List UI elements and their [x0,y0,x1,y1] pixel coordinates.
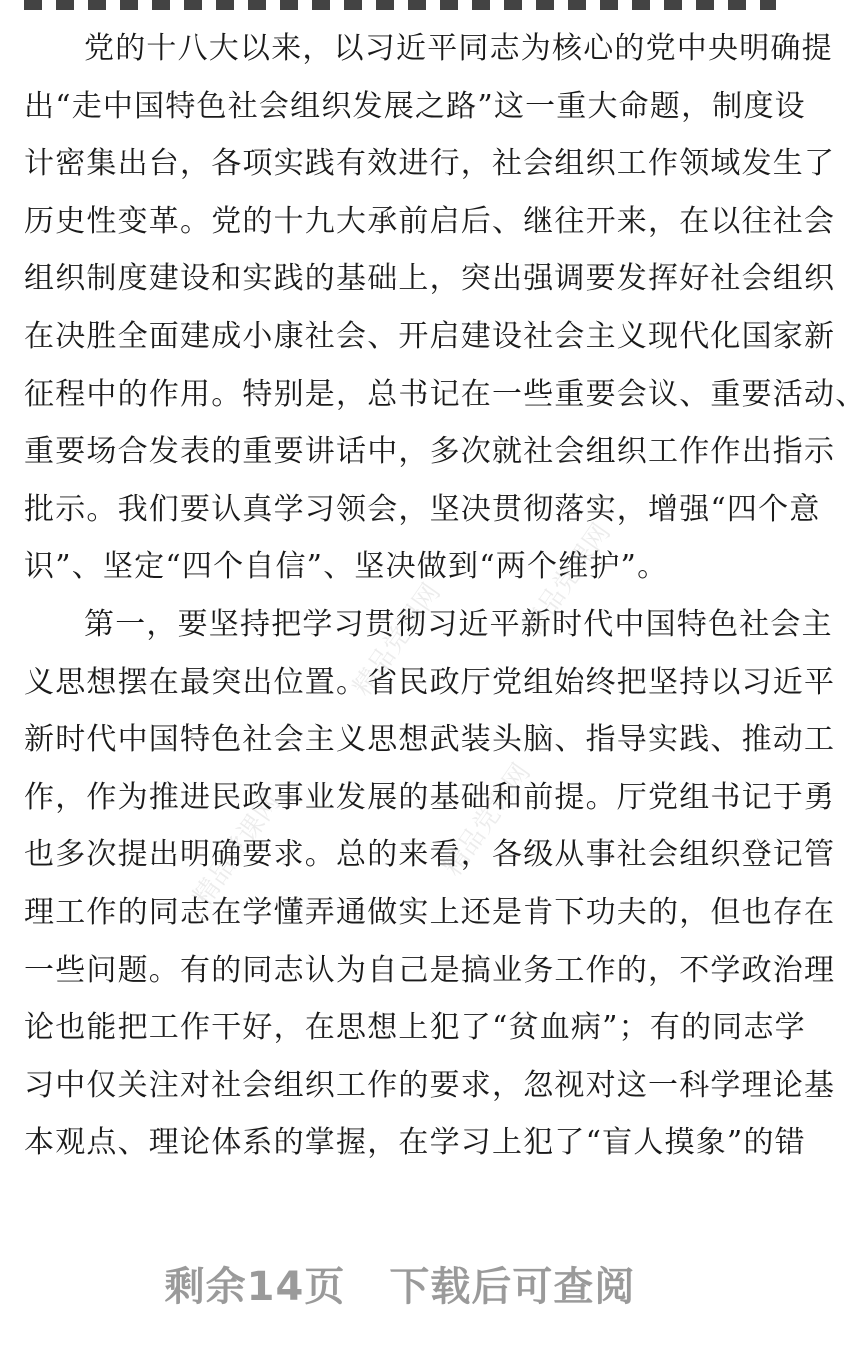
text-line: 也多次提出明确要求。总的来看，各级从事社会组织登记管 [24,837,836,873]
text-line: 出“走中国特色社会组织发展之路”这一重大命题，制度设 [24,88,806,124]
text-line: 论也能把工作干好，在思想上犯了“贫血病”；有的同志学 [24,1010,806,1046]
remaining-pages-label: 剩余14页 [164,1264,346,1310]
text-line: 一些问题。有的同志认为自己是搞业务工作的，不学政治理 [24,952,836,988]
document-body [24,20,866,1172]
text-line: 批示。我们要认真学习领会，坚决贯彻落实，增强“四个意 [24,491,821,527]
text-line: 历史性变革。党的十九大承前启后、继往开来，在以往社会 [24,203,836,239]
text-line: 习中仅关注对社会组织工作的要求，忽视对这一科学理论基 [24,1067,836,1103]
text-line: 第一，要坚持把学习贯彻习近平新时代中国特色社会主 [84,606,833,642]
text-line: 识”、坚定“四个自信”、坚决做到“两个维护”。 [24,549,669,585]
text-line: 新时代中国特色社会主义思想武装头脑、指导实践、推动工 [24,722,836,758]
text-line: 在决胜全面建成小康社会、开启建设社会主义现代化国家新 [24,318,836,354]
text-line: 本观点、理论体系的掌握，在学习上犯了“盲人摸象”的错 [24,1125,806,1161]
watermark: 精品党课网 [517,518,617,642]
previous-line-fragment [0,0,800,10]
watermark: 精品党课网 [187,788,287,912]
paragraph-1 [24,20,866,596]
text-line: 征程中的作用。特别是，总书记在一些重要会议、重要活动、 [24,376,866,412]
text-line: 理工作的同志在学懂弄通做实上还是肯下功夫的，但也存在 [24,894,836,930]
text-line: 党的十八大以来，以习近平同志为核心的党中央明确提 [84,31,833,66]
paragraph-2 [24,596,836,1172]
watermark: 精品党课网 [347,578,447,702]
download-prompt[interactable] [0,1255,800,1312]
download-to-view-label[interactable]: 下载后可查阅 [389,1264,636,1310]
text-line: 重要场合发表的重要讲话中，多次就社会组织工作作出指示 [24,434,836,470]
watermark: 精品党课网 [437,758,537,882]
text-line: 计密集出台，各项实践有效进行，社会组织工作领域发生了 [24,146,836,182]
text-line: 作，作为推进民政事业发展的基础和前提。厅党组书记于勇 [24,779,836,815]
text-line: 义思想摆在最突出位置。省民政厅党组始终把坚持以习近平 [24,664,836,700]
text-line: 组织制度建设和实践的基础上，突出强调要发挥好社会组织 [24,261,836,297]
